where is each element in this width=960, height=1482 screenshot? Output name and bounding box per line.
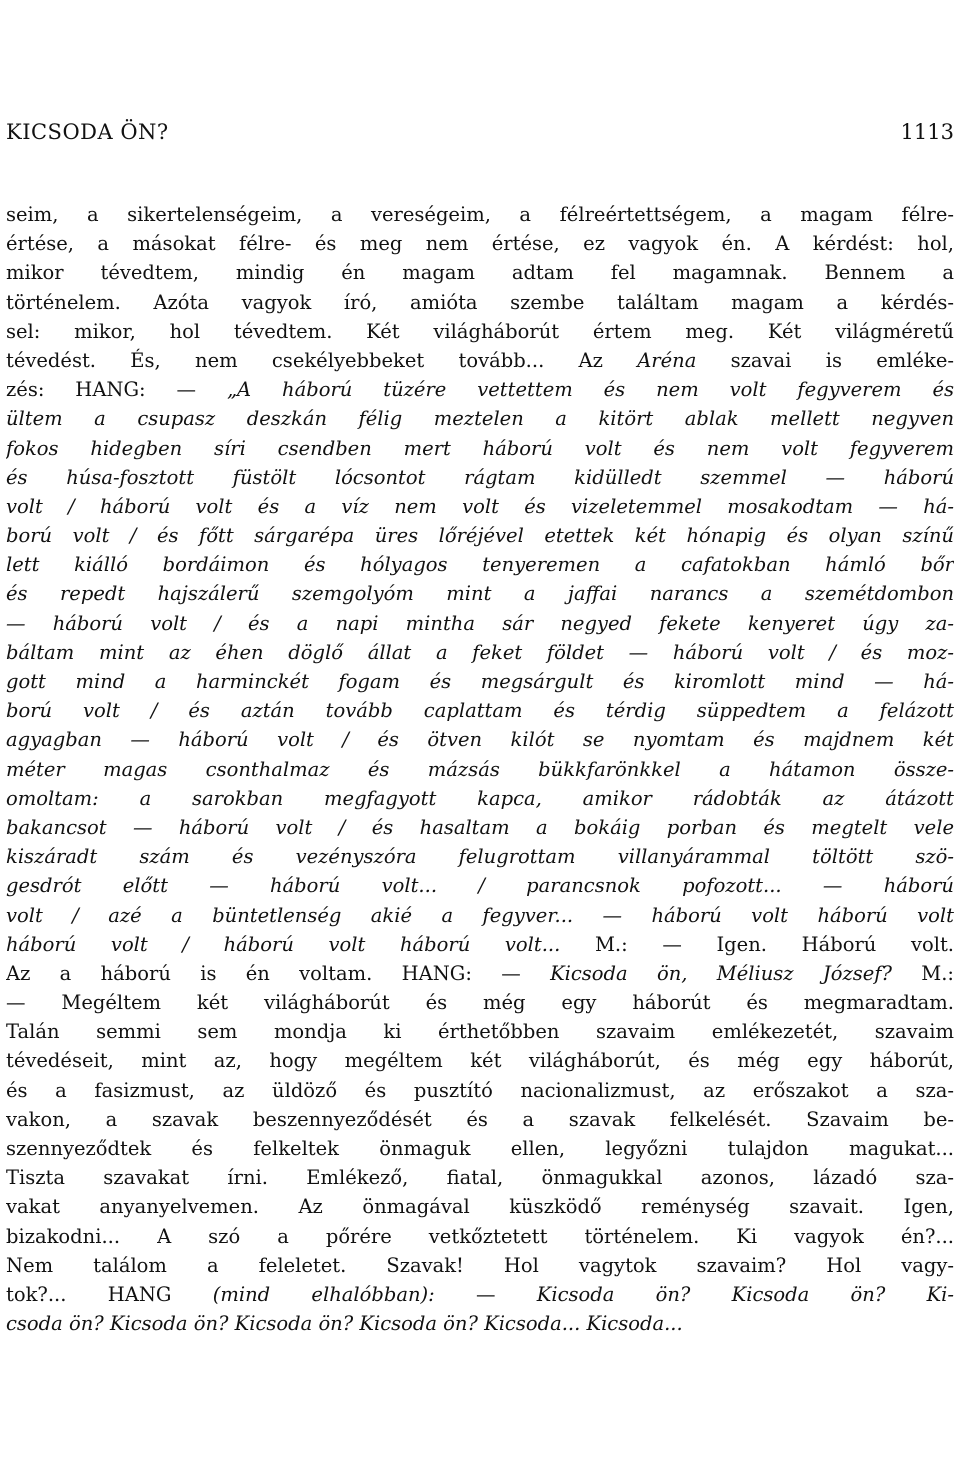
text-line (6, 1105, 954, 1134)
text-span: Tiszta szavakat írni. Emlékező, fiatal, önmagukkal azonos, lázadó sza- (6, 1166, 954, 1190)
text-line (6, 1251, 954, 1280)
italic-text: omoltam: a sarokban megfagyott kapca, amikor rádobták az átázott (6, 786, 954, 810)
text-line (6, 1280, 954, 1309)
text-line (6, 258, 954, 287)
text-span: bizakodni... A szó a pőrére vetkőztetett történelem. Ki vagyok én?... (6, 1224, 954, 1248)
text-line (6, 404, 954, 433)
italic-text: agyagban — háború volt / és ötven kilót se nyomtam és majdnem két (6, 728, 954, 752)
text-line (6, 1134, 954, 1163)
text-line (6, 901, 954, 930)
italic-text: ború volt / és aztán tovább caplattam és térdig süppedtem a felázott (6, 699, 954, 723)
text-span: tok?... HANG (6, 1282, 213, 1306)
text-span: és a fasizmust, az üldöző és pusztító nacionalizmust, az erőszakot a sza- (6, 1078, 954, 1102)
text-span: sel: mikor, hol tévedtem. Két világháborút értem meg. Két világméretű (6, 319, 954, 343)
text-line (6, 988, 954, 1017)
text-span: M.: (891, 961, 954, 985)
text-span: Nem találom a feleletet. Szavak! Hol vagytok szavaim? Hol vagy- (6, 1253, 954, 1277)
text-line (6, 521, 954, 550)
running-title: KICSODA ÖN? (6, 120, 169, 144)
italic-text: ború volt / és főtt sárgarépa üres lőréjével etettek két hónapig és olyan színű (6, 524, 954, 548)
text-line (6, 1046, 954, 1075)
text-line (6, 959, 954, 988)
text-span: — Megéltem két világháborút és még egy háborút és megmaradtam. (6, 991, 954, 1015)
text-line (6, 1017, 954, 1046)
text-line (6, 1309, 954, 1338)
text-line (6, 550, 954, 579)
italic-text: Aréna (637, 348, 697, 372)
text-span: történelem. Azóta vagyok író, amióta szembe találtam magam a kérdés- (6, 290, 954, 314)
italic-text: és repedt hajszálerű szemgolyóm mint a jaffai narancs a szemétdombon (6, 582, 954, 606)
text-line (6, 375, 954, 404)
text-line (6, 288, 954, 317)
italic-text: Kicsoda ön? Kicsoda ön? Ki- (536, 1282, 954, 1306)
body-text (6, 200, 954, 1338)
italic-text: „A háború tüzére vettettem és nem volt fegyverem és (226, 378, 954, 402)
text-line (6, 638, 954, 667)
text-line (6, 609, 954, 638)
text-line (6, 755, 954, 784)
text-line (6, 346, 954, 375)
text-span: szavai is emléke- (696, 348, 954, 372)
text-span: mikor tévedtem, mindig én magam adtam fel magamnak. Bennem a (6, 261, 954, 285)
italic-text: fokos hidegben síri csendben mert háború volt és nem volt fegyverem (6, 436, 954, 460)
italic-text: kiszáradt szám és vezényszóra felugrottam villanyárammal töltött szö- (6, 845, 954, 869)
text-span: vakat anyanyelvemen. Az önmagával küszködő reménység szavait. Igen, (6, 1195, 954, 1219)
italic-text: gesdrót előtt — háború volt... / parancsnok pofozott... — háború (6, 874, 954, 898)
text-line (6, 842, 954, 871)
text-line (6, 1192, 954, 1221)
page-number: 1113 (900, 120, 954, 144)
italic-text: és húsa-fosztott füstölt lócsontot rágtam kidülledt szemmel — háború (6, 465, 954, 489)
text-line (6, 200, 954, 229)
text-line (6, 317, 954, 346)
text-line (6, 871, 954, 900)
italic-text: lett kiálló bordáimon és hólyagos tenyeremen a cafatokban hámló bőr (6, 553, 954, 577)
text-span: értése, a másokat félre- és meg nem értése, ez vagyok én. A kérdést: hol, (6, 232, 954, 256)
text-line (6, 492, 954, 521)
text-line (6, 725, 954, 754)
text-span: szennyeződtek és felkeltek önmaguk ellen, legyőzni tulajdon magukat... (6, 1137, 954, 1160)
text-line (6, 1222, 954, 1251)
italic-text: bakancsot — háború volt / és hasaltam a bokáig porban és megtelt vele (6, 815, 954, 839)
italic-text: háború volt / háború volt háború volt... (6, 932, 561, 956)
italic-text: báltam mint az éhen döglő állat a feket földet — háború volt / és moz- (6, 640, 954, 664)
italic-text: gott mind a harminckét fogam és megsárgult és kiromlott mind — há- (6, 670, 954, 693)
text-line (6, 229, 954, 258)
text-span: seim, a sikertelenségeim, a vereségeim, a félreértettségem, a magam félre- (6, 203, 954, 226)
italic-text: ültem a csupasz deszkán félig meztelen a kitört ablak mellett negyven (6, 407, 954, 431)
text-span: zés: HANG: — (6, 378, 227, 402)
italic-text: volt / háború volt és a víz nem volt és vizeletemmel mosakodtam — há- (6, 494, 954, 518)
italic-text: Kicsoda ön, Méliusz József? (550, 961, 892, 985)
italic-text: csoda ön? Kicsoda ön? Kicsoda ön? Kicsoda ön? Kicsoda... Kicsoda... (6, 1312, 683, 1336)
text-line (6, 1163, 954, 1192)
text-span: Talán semmi sem mondja ki érthetőbben szavaim emlékezetét, szavaim (6, 1020, 954, 1044)
text-span: tévedéseit, mint az, hogy megéltem két világháborút, és még egy háborút, (6, 1049, 954, 1073)
text-line (6, 813, 954, 842)
text-line (6, 784, 954, 813)
text-span: tévedést. És, nem csekélyebbeket tovább... Az (6, 348, 638, 372)
text-line (6, 1076, 954, 1105)
italic-text: méter magas csonthalmaz és mázsás bükkfarönkkel a hátamon össze- (6, 757, 954, 781)
text-line (6, 463, 954, 492)
text-line (6, 434, 954, 463)
text-line (6, 930, 954, 959)
italic-text: (mind elhalóbban): (212, 1282, 435, 1306)
text-line (6, 579, 954, 608)
text-span: M.: — Igen. Háború volt. (560, 932, 954, 956)
text-line (6, 667, 954, 696)
text-span: vakon, a szavak beszennyeződését és a szavak felkelését. Szavaim be- (6, 1107, 954, 1131)
italic-text: volt / azé a büntetlenség akié a fegyver... — háború volt háború volt (6, 903, 954, 927)
text-span: Az a háború is én voltam. HANG: — (6, 961, 551, 985)
italic-text: — háború volt / és a napi mintha sár negyed fekete kenyeret úgy za- (6, 611, 954, 635)
text-line (6, 696, 954, 725)
text-span: — (434, 1282, 537, 1306)
running-header (6, 120, 954, 150)
